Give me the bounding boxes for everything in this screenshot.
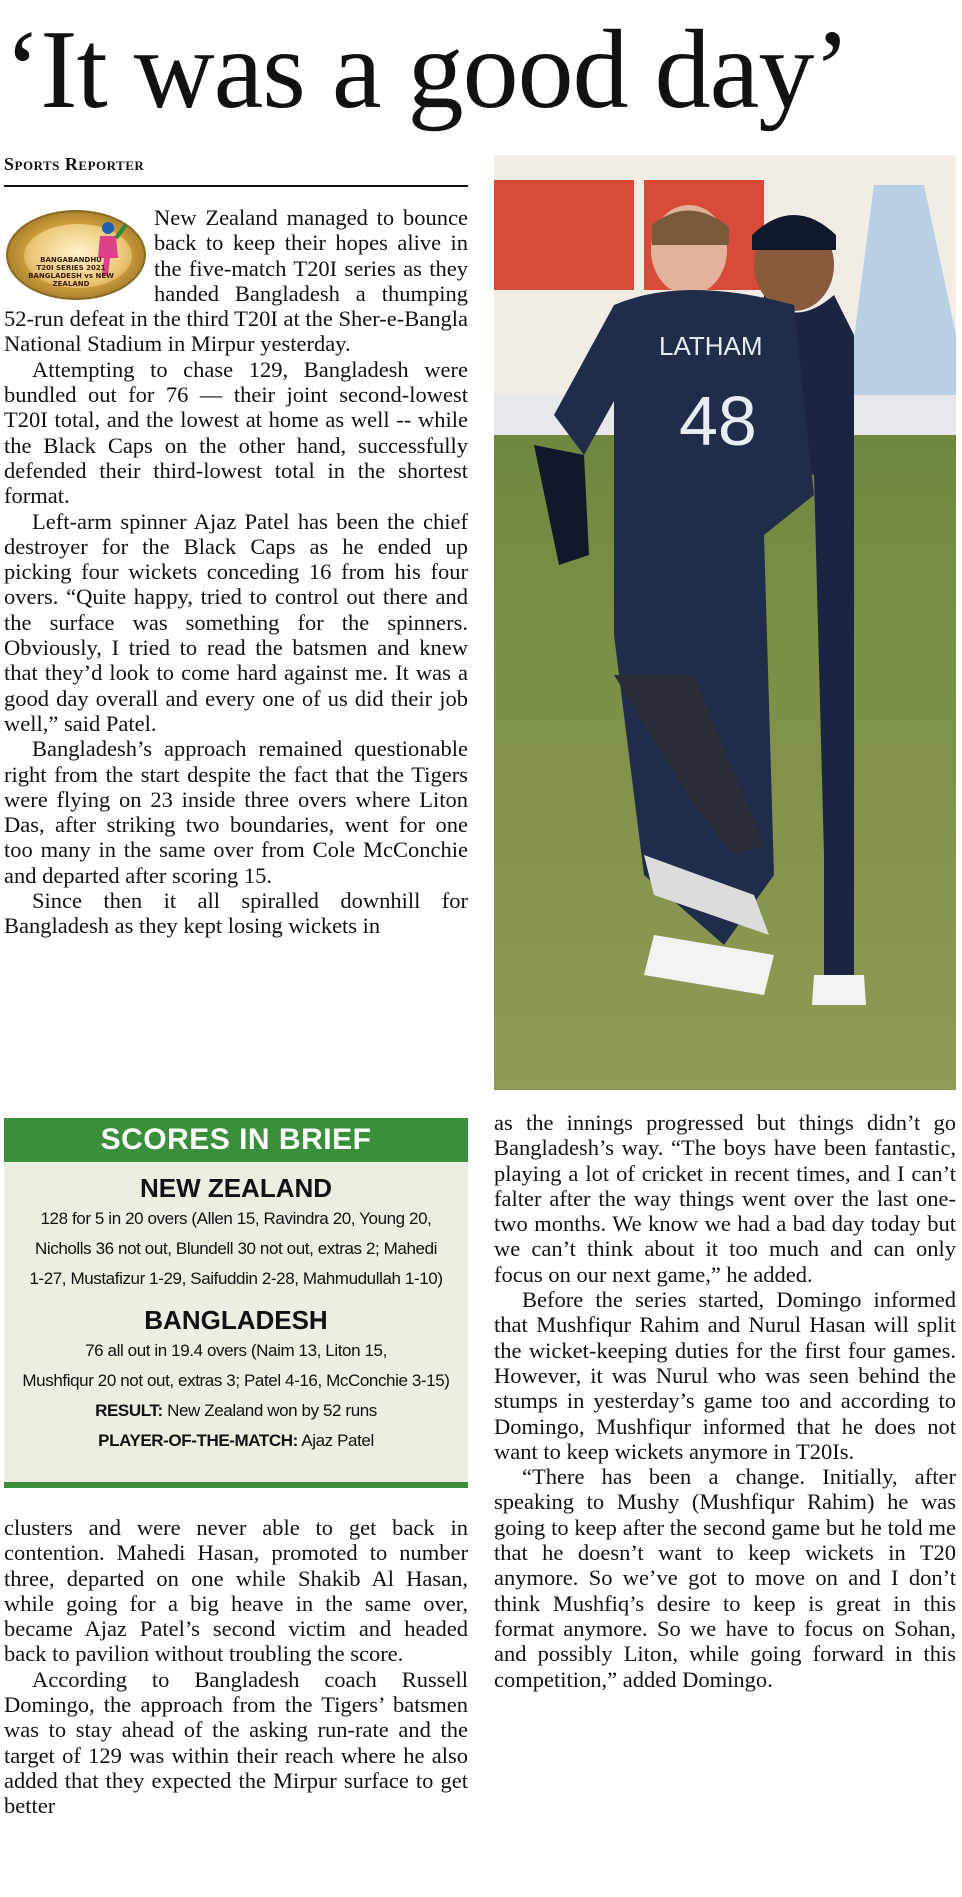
score-line: Mushfiqur 20 not out, extras 3; Patel 4-16, McConchie 3-15) [22,1371,450,1390]
paragraph-6: According to Bangladesh coach Russell Domingo, the approach from the Tigers’ batsmen was to stay ahead of the asking run-rate and the target of 129 was within their reach where he also added that they expected the Mirpur surface to get better [4,1666,468,1819]
result-line [4,1396,468,1426]
article-column-right [494,1110,956,1692]
score-line: 76 all out in 19.4 overs (Naim 13, Liton 15, [85,1341,387,1360]
score-line: Nicholls 36 not out, Blundell 30 not out, extras 2; Mahedi [34,1239,438,1258]
logo-text: BANGABANDHU T20I SERIES 2021 BANGLADESH vs NEW ZEALAND [28,256,114,288]
paragraph-5-cont: clusters and were never able to get back in contention. Mahedi Hasan, promoted to number three, departed on one while Shakib Al Hasan, while going for a big heave in the same over, became Ajaz Patel’s second victim and headed back to pavilion without troubling the score. [4,1515,468,1667]
scores-heading: SCORES IN BRIEF [4,1118,468,1162]
score-line: 128 for 5 in 20 overs (Allen 15, Ravindra 20, Young 20, [40,1209,432,1228]
paragraph-6-cont: as the innings progressed but things didn’t go Bangladesh’s way. “The boys have been fantastic, playing a lot of cricket in recent times, and I can’t falter after the way things went over the last one-two months. We know we had a bad day today but we can’t think about it too much and can only focus on our next game,” he added. [494,1110,956,1287]
team-name-bangladesh: BANGLADESH [144,1305,328,1335]
paragraph-4: Bangladesh’s approach remained questionable right from the start despite the fact that the Tigers were flying on 23 inside three overs where Liton Das, after striking two boundaries, went for one too many in the same over from Cole McConchie and departed after scoring 15. [4,736,468,888]
paragraph-7: Before the series started, Domingo informed that Mushfiqur Rahim and Nurul Hasan will split the wicket-keeping duties for the first four games. However, it was Nurul who was seen behind the stumps in yesterday’s game too and according to Domingo, Mushfiqur informed that he does not want to keep wickets anymore in T20Is. [494,1287,956,1464]
jersey-name: LATHAM [659,331,763,361]
article-column-left-top [4,205,468,939]
headline: ‘It was a good day’ [4,8,850,132]
potm-text: Ajaz Patel [297,1431,374,1450]
series-logo [6,210,146,300]
paragraph-1: New Zealand managed to bounce back to keep their hopes alive in the five-match T20I series as they handed Bangladesh a thumping 52-run defeat in the third T20I at the Sher-e-Bangla National Stadium in Mirpur yesterday. [4,205,468,357]
byline-divider [4,185,468,187]
paragraph-8: “There has been a change. Initially, after speaking to Mushy (Mushfiqur Rahim) he was going to keep after the second game but he told me that he doesn’t want to keep wickets in T20 anymore. So we’ve got to move on and I don’t think Mushfiq’s desire to keep is great in this format anymore. So we have to focus on Sohan, and possibly Liton, while going forward in this competition,” added Domingo. [494,1464,956,1692]
match-photo [494,155,956,1090]
result-label: RESULT: [95,1401,163,1420]
team-name-new-zealand: NEW ZEALAND [139,1173,333,1203]
potm-label: PLAYER-OF-THE-MATCH: [98,1431,298,1450]
article-column-left-bottom [4,1515,468,1819]
jersey-number: 48 [679,382,757,460]
paragraph-2: Attempting to chase 129, Bangladesh were bundled out for 76 — their joint second-lowest T20I total, and the lowest at home as well -- while the Black Caps on the other hand, successfully defended their third-lowest total in the shortest format. [4,356,468,509]
scores-box [4,1118,468,1488]
paragraph-5: Since then it all spiralled downhill for Bangladesh as they kept losing wickets in [4,888,468,939]
players-embrace-image [494,155,956,1090]
potm-line [4,1426,468,1456]
paragraph-3: Left-arm spinner Ajaz Patel has been the chief destroyer for the Black Caps as he ended up picking four wickets conceding 16 from his four overs. “Quite happy, tried to control out there and the surface was something for the spinners. Obviously, I tried to read the batsmen and knew that they’d look to come hard against me. It was a good day overall and every one of us did their job well,” said Patel. [4,508,468,736]
score-line: 1-27, Mustafizur 1-29, Saifuddin 2-28, Mahmudullah 1-10) [29,1269,443,1288]
result-text: New Zealand won by 52 runs [162,1401,377,1420]
byline: Sports Reporter [4,154,145,174]
